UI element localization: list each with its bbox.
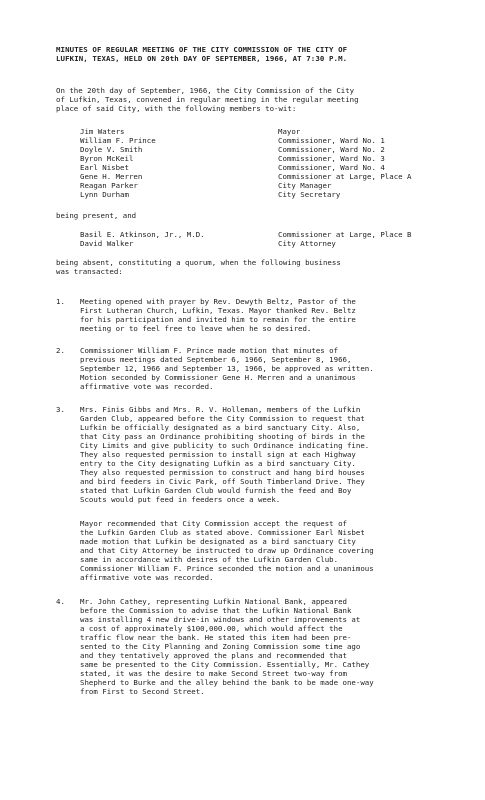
item-number: 1.	[56, 297, 65, 306]
member-name: David Walker	[80, 239, 134, 248]
member-name: Gene H. Merren	[80, 172, 143, 181]
item-body-continued: Mayor recommended that City Commission accept the request of the Lufkin Garden Club as stated above. Commissioner Earl Nisbet made motion that Lufkin be designated as a bird sanctuary City and that City Attorney be instructed to draw up Ordinance covering same in accordance with desires of the Lufkin Garden Club. Commissioner William F. Prince seconded the motion and a unanimous affirmative vote was recorded.	[80, 519, 374, 582]
intro-line: place of said City, with the following members to-wit:	[56, 104, 297, 113]
intro-paragraph	[56, 86, 456, 113]
heading-line-2: LUFKIN, TEXAS, HELD ON 20th DAY OF SEPTEMBER, 1966, AT 7:30 P.M.	[56, 54, 348, 63]
intro-line: On the 20th day of September, 1966, the City Commission of the City	[56, 86, 355, 95]
member-name: Earl Nisbet	[80, 163, 129, 172]
member-title: Commissioner, Ward No. 1	[278, 136, 385, 145]
item-number: 4.	[56, 597, 65, 606]
member-title: Commissioner, Ward No. 2	[278, 145, 385, 154]
member-title: Commissioner, Ward No. 4	[278, 163, 385, 172]
item-body: Commissioner William F. Prince made motion that minutes of previous meetings dated September 6, 1966, September 8, 1966, September 12, 1966 and September 13, 1966, be approved as written. Motion seconded by Commissioner Gene H. Merren and a unanimous affirmative vote was recorded.	[80, 346, 374, 391]
member-name: Jim Waters	[80, 127, 125, 136]
member-title: City Secretary	[278, 190, 341, 199]
member-name: Basil E. Atkinson, Jr., M.D.	[80, 230, 205, 239]
heading-line-1: MINUTES OF REGULAR MEETING OF THE CITY COMMISSION OF THE CITY OF	[56, 45, 348, 54]
item-body: Meeting opened with prayer by Rev. Dewyth Beltz, Pastor of the First Lutheran Church, Lufkin, Texas. Mayor thanked Rev. Beltz for his participation and invited him to remain for the entire meeting or to feel free to leave when he so desired.	[80, 297, 356, 333]
member-name: Doyle V. Smith	[80, 145, 143, 154]
member-name: Reagan Parker	[80, 181, 138, 190]
member-title: Commissioner at Large, Place A	[278, 172, 412, 181]
member-title: City Manager	[278, 181, 332, 190]
item-body: Mrs. Finis Gibbs and Mrs. R. V. Holleman, members of the Lufkin Garden Club, appeared before the City Commission to request that Lufkin be officially designated as a bird sanctuary City. Also, that City pass an Ordinance prohibiting shooting of birds in the City Limits and give publicity to such Ordinance indicating fine. They also requested permission to install sign at each Highway entry to the City designating Lufkin as a bird sanctuary City. They also requested permission to construct and hang bird houses and bird feeders in Civic Park, off South Timberland Drive. They stated that Lufkin Garden Club would furnish the feed and Boy Scouts would put feed in feeders once a week.	[80, 405, 370, 504]
member-name: Lynn Durham	[80, 190, 129, 199]
member-title: City Attorney	[278, 239, 336, 248]
item-body: Mr. John Cathey, representing Lufkin National Bank, appeared before the Commission to advise that the Lufkin National Bank was installing 4 new drive-in windows and other improvements at a cost of approximately $100,000.00, which would affect the traffic flow near the bank. He stated this item had been pre- sented to the City Planning and Zoning Commission some time ago and they tentatively approved the plans and recommended that same be presented to the City Commission. Essentially, Mr. Cathey stated, it was the desire to make Second Street two-way from Shepherd to Burke and the alley behind the bank to be made one-way from First to Second Street.	[80, 597, 374, 696]
item-number: 2.	[56, 346, 65, 355]
member-title: Commissioner at Large, Place B	[278, 230, 412, 239]
document-heading	[56, 45, 456, 63]
intro-line: of Lufkin, Texas, convened in regular meeting in the regular meeting	[56, 95, 359, 104]
member-name: William F. Prince	[80, 136, 156, 145]
member-title: Mayor	[278, 127, 301, 136]
member-title: Commissioner, Ward No. 3	[278, 154, 385, 163]
item-number: 3.	[56, 405, 65, 414]
member-name: Byron McKeil	[80, 154, 134, 163]
absent-label: being absent, constituting a quorum, when the following business was transacted:	[56, 258, 341, 276]
present-label: being present, and	[56, 211, 137, 220]
